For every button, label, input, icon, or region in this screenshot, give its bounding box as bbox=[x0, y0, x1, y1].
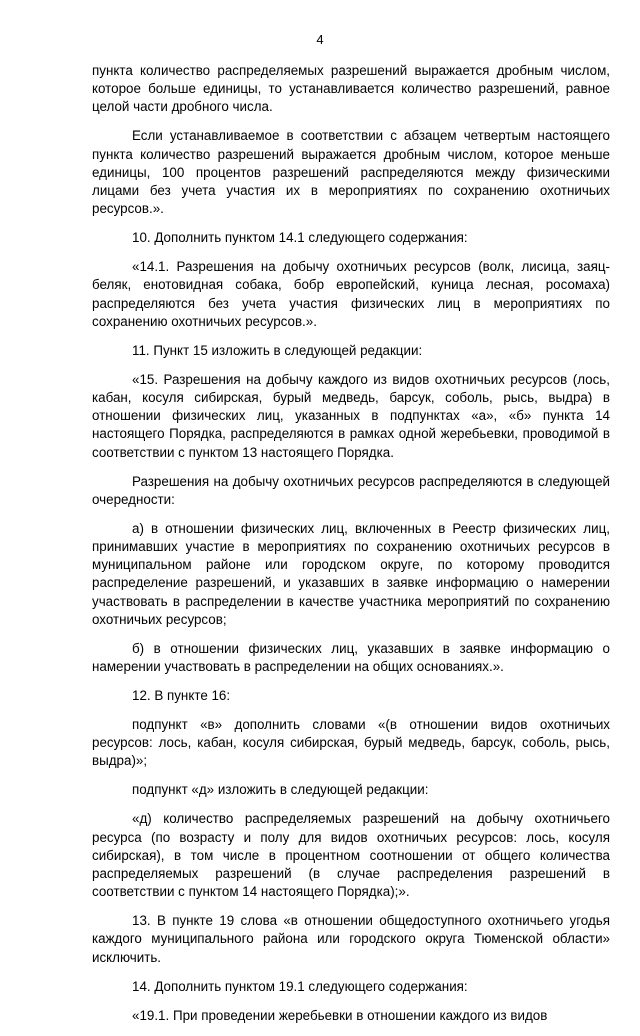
paragraph-subitem-b: б) в отношении физических лиц, указавших в заявке информацию о намерении участвовать в распределении на общих основаниях.». bbox=[92, 640, 610, 675]
document-body bbox=[92, 62, 610, 1036]
paragraph: Разрешения на добычу охотничьих ресурсов распределяются в следующей очередности: bbox=[92, 473, 610, 507]
paragraph-subitem-d: подпункт «д» изложить в следующей редакции: bbox=[132, 782, 429, 798]
page-number: 4 bbox=[316, 32, 324, 47]
paragraph-item-11: 11. Пункт 15 изложить в следующей редакции: bbox=[132, 342, 423, 358]
paragraph-quote-15: «15. Разрешения на добычу каждого из видов охотничьих ресурсов (лось, кабан, косуля сибирская, бурый медведь, барсук, соболь, рысь, выдра) в отношении физических лиц, указанных в подпунктах «а», «б» пункта 14 настоящего Порядка, распределяются в рамках одной жеребьевки, проводимой в соответствии с пунктом 13 настоящего Порядка. bbox=[92, 371, 610, 460]
paragraph-subitem-a: а) в отношении физических лиц, включенных в Реестр физических лиц, принимавших участие в мероприятиях по сохранению охотничьих ресурсов в муниципальном районе или городском округе, по которому проводится распределение разрешений, и указавших в заявке информацию о намерении участвовать в распределении в качестве участника мероприятий по сохранению охотничьих ресурсов; bbox=[92, 520, 610, 627]
paragraph-quote-19-1: «19.1. При проведении жеребьевки в отношении каждого из видов bbox=[132, 1007, 548, 1023]
paragraph-subitem-v: подпункт «в» дополнить словами «(в отношении видов охотничьих ресурсов: лось, кабан, косуля сибирская, бурый медведь, барсук, соболь, рысь, выдра)»; bbox=[92, 717, 610, 769]
paragraph-item-14: 14. Дополнить пунктом 19.1 следующего содержания: bbox=[132, 978, 468, 994]
paragraph-continuation: пункта количество распределяемых разрешений выражается дробным числом, которое больше единицы, то устанавливается количество разрешений, равное целой части дробного числа. bbox=[92, 63, 610, 115]
paragraph-item-12: 12. В пункте 16: bbox=[132, 688, 231, 704]
paragraph-item-10: 10. Дополнить пунктом 14.1 следующего содержания: bbox=[132, 230, 468, 246]
paragraph-quote-14-1: «14.1. Разрешения на добычу охотничьих ресурсов (волк, лисица, заяц-беляк, енотовидная собака, бобр европейский, куница лесная, росомаха) распределяются без учета участия физических лиц в мероприятиях по сохранению охотничьих ресурсов.». bbox=[92, 259, 610, 329]
paragraph-item-13: 13. В пункте 19 слова «в отношении общедоступного охотничьего угодья каждого муниципального района или городского округа Тюменской области» исключить. bbox=[92, 913, 610, 965]
paragraph: Если устанавливаемое в соответствии с абзацем четвертым настоящего пункта количество разрешений выражается дробным числом, которое меньше единицы, 100 процентов разрешений распределяются между физическими лицами без учета участия их в мероприятиях по сохранению охотничьих ресурсов.». bbox=[92, 128, 610, 217]
paragraph-quote-d: «д) количество распределяемых разрешений на добычу охотничьего ресурса (по возрасту и полу для видов охотничьих ресурсов: лось, косуля сибирская), в том числе в процентном соотношении от общего количества распределяемых разрешений (в случае распределения разрешений в соответствии с пунктом 14 настоящего Порядка);». bbox=[92, 811, 610, 900]
